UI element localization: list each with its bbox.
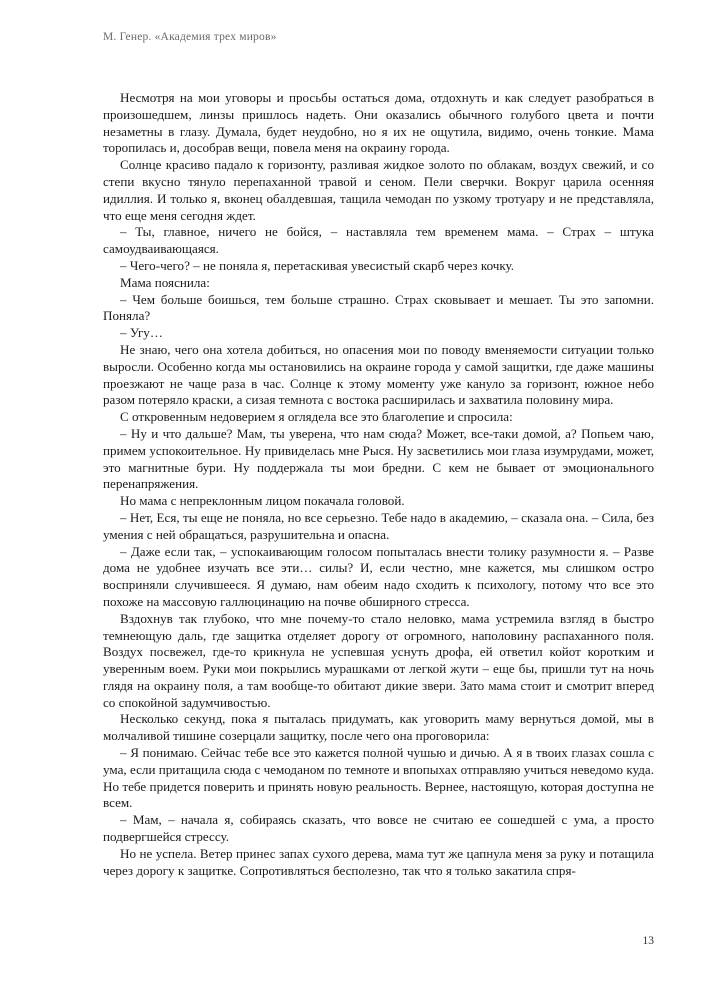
paragraph: – Я понимаю. Сейчас тебе все это кажется полной чушью и дичью. А я в твоих глазах сошла с ума, если притащила сюда с чемоданом по темноте и впопыхах отправляю учиться неведомо куда. Но тебе придется поверить и принять новую реальность. Вернее, настоящую, которая доступна не всем.: [103, 745, 654, 811]
paragraph: – Чем больше боишься, тем больше страшно. Страх сковывает и мешает. Ты это запомни. Поняла?: [103, 291, 654, 324]
paragraph: Мама пояснила:: [120, 274, 210, 290]
paragraph: Несмотря на мои уговоры и просьбы остаться дома, отдохнуть и как следует разобраться в произошедшем, линзы пришлось надеть. Они оказались обычного голубого цвета и почти незаметны в глазу. Думала, будет неудобно, но я их не ощутила, видимо, очень тонкие. Мама торопилась и, дособрав вещи, повела меня на окраину города.: [103, 90, 654, 156]
page-number: 13: [642, 935, 654, 947]
paragraph: – Мам, – начала я, собираясь сказать, что вовсе не считаю ее сошедшей с ума, а просто подвергшейся стрессу.: [103, 812, 654, 845]
paragraph: – Чего-чего? – не поняла я, перетаскивая увесистый скарб через кочку.: [120, 257, 515, 273]
paragraph: – Даже если так, – успокаивающим голосом попыталась внести толику разумности я. – Разве дома не удобнее изучать все эти… силы? И, если честно, мне кажется, мы слишком остро восприняли случившееся. Я думаю, нам обеим надо сходить к психологу, потому что все это похоже на массовую галлюцинацию на почве обширного стресса.: [103, 543, 654, 609]
paragraph: – Ты, главное, ничего не бойся, – наставляла тем временем мама. – Страх – штука самоудваивающаяся.: [103, 224, 654, 257]
running-header: М. Генер. «Академия трех миров»: [103, 31, 277, 43]
paragraph: – Нет, Еся, ты еще не поняла, но все серьезно. Тебе надо в академию, – сказала она. – Сила, без умения с ней обращаться, разрушительна и опасна.: [103, 509, 654, 542]
paragraph: – Ну и что дальше? Мам, ты уверена, что нам сюда? Может, все-таки домой, а? Попьем чаю, примем успокоительное. Ну привиделась мне Рыся. Ну засветились мои глаза изумрудами, может, это магнитные бури. Ну поддержала ты мои бредни. С кем не бывает от эмоционального перенапряжения.: [103, 425, 654, 492]
paragraph: Солнце красиво падало к горизонту, разливая жидкое золото по облакам, воздух свежий, и со степи вкусно тянуло перепаханной травой и сеном. Пели сверчки. Вокруг царила осенняя идиллия. И только я, вконец обалдевшая, тащила чемодан по узкому тротуару и не представляла, что еще меня сегодня ждет.: [103, 157, 654, 223]
text-body: [103, 90, 654, 879]
paragraph: – Угу…: [120, 325, 163, 341]
paragraph: Но не успела. Ветер принес запах сухого дерева, мама тут же цапнула меня за руку и потащила через дорогу к защитке. Сопротивляться бесполезно, так что я только закатила спря-: [103, 845, 654, 878]
paragraph: Несколько секунд, пока я пыталась придумать, как уговорить маму вернуться домой, мы в молчаливой тишине созерцали защитку, после чего она проговорила:: [103, 711, 654, 744]
paragraph: Но мама с непреклонным лицом покачала головой.: [120, 493, 405, 509]
paragraph: Не знаю, чего она хотела добиться, но опасения мои по поводу вменяемости ситуации только выросли. Особенно когда мы остановились на окраине города у самой защитки, где даже машины проезжают не чаще раза в час. Солнце к этому моменту уже кануло за горизонт, южное небо разом потеряло краски, а сизая темнота с востока расширилась и захватила половину мира.: [103, 341, 654, 408]
paragraph: С откровенным недоверием я оглядела все это благолепие и спросила:: [120, 409, 513, 425]
paragraph: Вздохнув так глубоко, что мне почему-то стало неловко, мама устремила взгляд в быстро темнеющую даль, где защитка отделяет дорогу от огромного, наполовину распаханного поля. Воздух посвежел, где-то крикнула не успевшая уснуть дрофа, ей ответил койот коротким и уверенным воем. Руки мои покрылись мурашками от легкой жути – еще бы, пришли тут на ночь глядя на окраину поля, а там вообще-то обитают дикие звери. Зато мама стоит и смотрит вперед со спокойной задумчивостью.: [103, 610, 654, 710]
